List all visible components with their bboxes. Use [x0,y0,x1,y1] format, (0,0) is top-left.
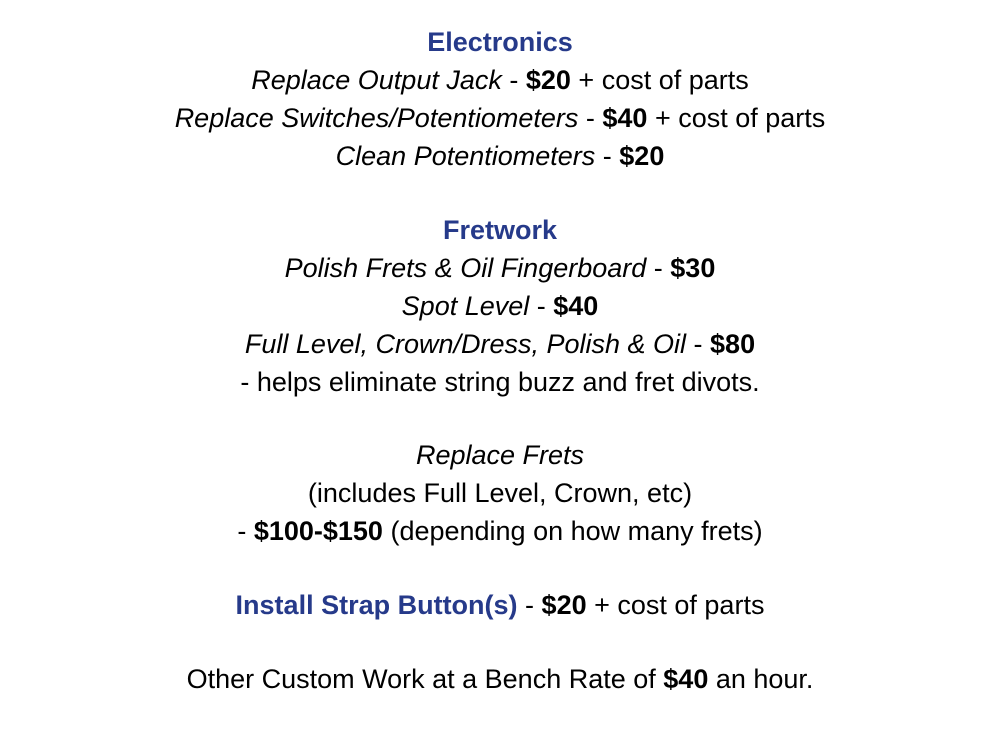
service-price: $100-$150 [253,516,383,546]
separator: - [529,291,554,321]
price-line-clean-pots [0,139,1000,173]
bench-prefix: Other Custom Work at a Bench Rate of [186,664,664,694]
price-suffix: + cost of parts [570,65,749,95]
price-line-output-jack [0,63,1000,97]
bench-rate-line [0,662,1000,696]
service-price: $20 [525,65,571,95]
price-line-spot-level [0,289,1000,323]
service-price: $20 [619,141,665,171]
separator: - [578,103,603,133]
bench-suffix: an hour. [708,664,814,694]
price-suffix: (depending on how many frets) [382,516,763,546]
price-line-full-level [0,327,1000,361]
service-price: $40 [553,291,599,321]
separator: - [686,329,711,359]
price-line-strap-button [0,588,1000,622]
service-price: $40 [602,103,648,133]
bench-price: $40 [663,664,709,694]
service-name: Full Level, Crown/Dress, Polish & Oil [244,329,687,359]
service-price: $20 [541,590,587,620]
price-suffix: + cost of parts [586,590,765,620]
fretwork-heading: Fretwork [442,215,558,245]
separator: - [646,253,671,283]
price-prefix: - [237,516,254,546]
service-name: Spot Level [401,291,530,321]
service-name: Replace Switches/Potentiometers [174,103,579,133]
separator: - [501,65,526,95]
service-name: Polish Frets & Oil Fingerboard [284,253,647,283]
strap-heading: Install Strap Button(s) [235,590,518,620]
service-price: $30 [670,253,716,283]
service-name: Clean Potentiometers [335,141,596,171]
service-price: $80 [710,329,756,359]
fretwork-note: - helps eliminate string buzz and fret divots. [240,367,760,397]
separator: - [595,141,620,171]
price-line-replace-frets [0,514,1000,548]
price-suffix: + cost of parts [647,103,826,133]
price-line-polish-frets [0,251,1000,285]
replace-frets-includes: (includes Full Level, Crown, etc) [307,478,693,508]
service-name: Replace Output Jack [251,65,502,95]
price-line-switches-pots [0,101,1000,135]
replace-frets-title: Replace Frets [415,440,585,470]
electronics-heading: Electronics [427,27,573,57]
separator: - [517,590,542,620]
